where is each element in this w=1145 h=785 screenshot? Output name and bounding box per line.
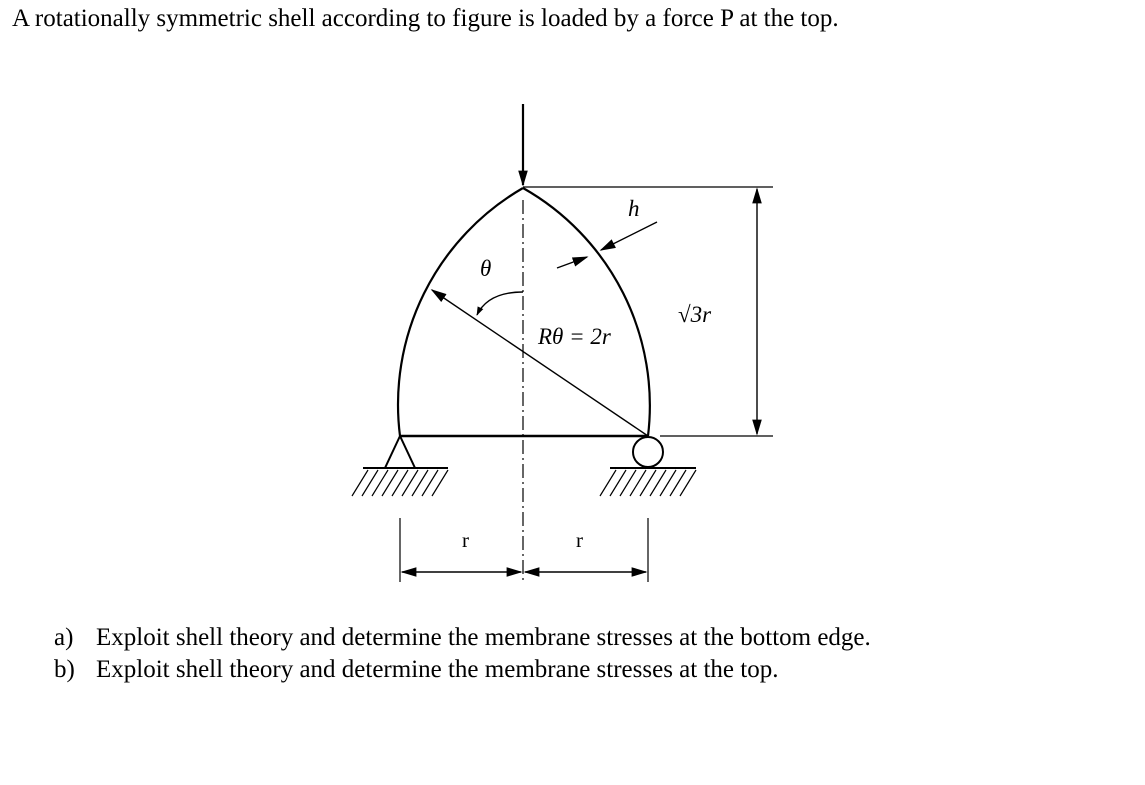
radius-line <box>432 290 648 436</box>
question-b-label: b) <box>54 656 75 683</box>
roller-support <box>633 437 663 467</box>
pin-support <box>385 436 415 468</box>
shell-right-arc <box>523 188 650 436</box>
left-ground-hatching <box>352 470 448 496</box>
left-span-label: r <box>462 528 469 552</box>
thickness-arrow-outer <box>601 222 657 250</box>
thickness-arrow-inner <box>557 257 587 268</box>
thickness-label: h <box>628 196 640 221</box>
right-ground-hatching <box>600 470 696 496</box>
question-a <box>54 622 871 654</box>
theta-arc <box>477 292 523 315</box>
problem-statement: A rotationally symmetric shell according to figure is loaded by a force P at the top. <box>12 5 839 32</box>
shell-left-arc <box>398 188 523 436</box>
height-label: √3r <box>678 302 712 327</box>
radius-label: Rθ = 2r <box>538 324 611 349</box>
right-span-label: r <box>576 528 583 552</box>
question-a-text: Exploit shell theory and determine the membrane stresses at the bottom edge. <box>96 624 871 651</box>
question-list <box>54 622 871 686</box>
theta-label: θ <box>480 256 492 281</box>
question-a-label: a) <box>54 624 74 651</box>
question-b <box>54 654 871 686</box>
question-b-text: Exploit shell theory and determine the membrane stresses at the top. <box>96 656 779 683</box>
